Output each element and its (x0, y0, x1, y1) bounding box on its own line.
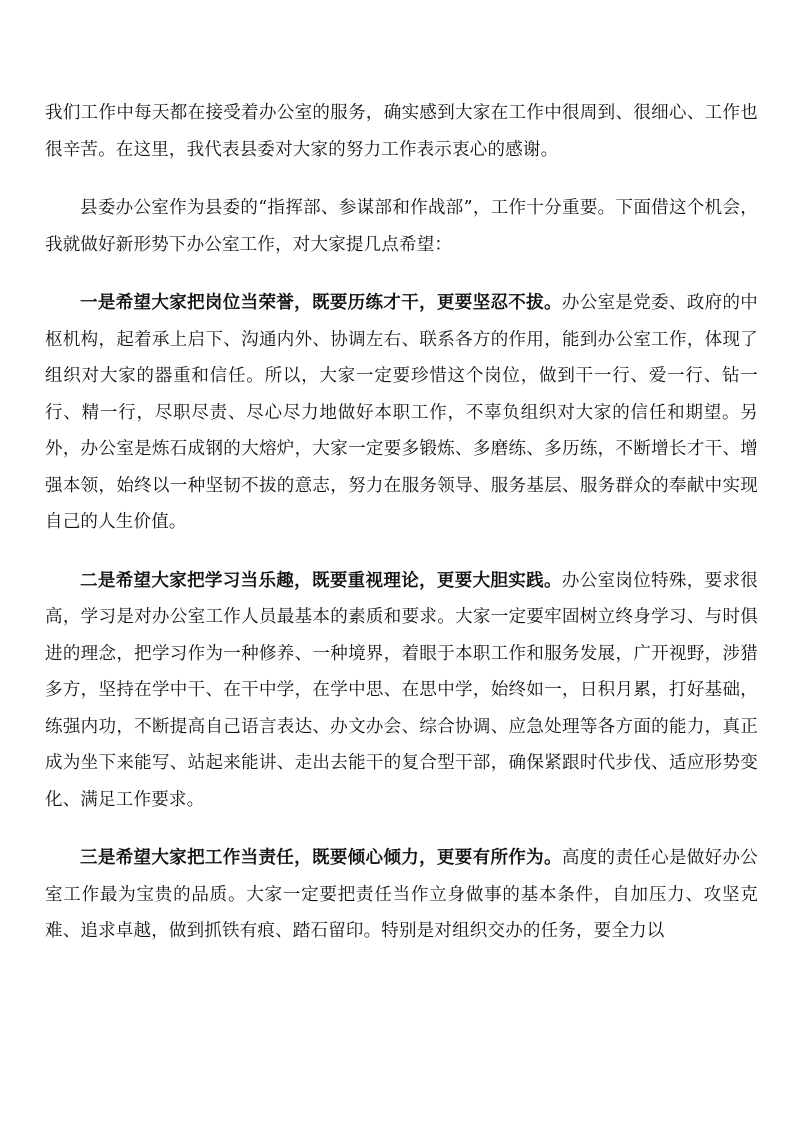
paragraph-text: 高度的责任心是做好办公室工作最为宝贵的品质。大家一定要把责任当作立身做事的基本条件，自加压力、攻坚克难、追求卓越，做到抓铁有痕、踏石留印。特别是对组织交办的任务，要全力以 (45, 848, 758, 941)
document-page (45, 95, 758, 972)
paragraph-lead: 二是希望大家把学习当乐趣，既要重视理论，更要大胆实践。 (80, 570, 562, 591)
paragraph-4 (45, 563, 758, 819)
paragraph-text: 办公室岗位特殊，要求很高，学习是对办公室工作人员最基本的素质和要求。大家一定要牢固树立终身学习、与时俱进的理念，把学习作为一种修养、一种境界，着眼于本职工作和服务发展，广开视野，涉猎多方，坚持在学中干、在干中学，在学中思、在思中学，始终如一，日积月累，打好基础，练强内功，不断提高自己语言表达、办文办会、综合协调、应急处理等各方面的能力，真正成为坐下来能写、站起来能讲、走出去能干的复合型干部，确保紧跟时代步伐、适应形势变化、满足工作要求。 (45, 570, 758, 810)
paragraph-lead: 一是希望大家把岗位当荣誉，既要历练才干，更要坚忍不拔。 (80, 293, 562, 313)
paragraph-text: 县委办公室作为县委的“指挥部、参谋部和作战部”，工作十分重要。下面借这个机会，我就做好新形势下办公室工作，对大家提几点希望： (45, 198, 758, 255)
paragraph-lead: 三是希望大家把工作当责任，既要倾心倾力，更要有所作为。 (80, 848, 562, 868)
paragraph-1 (45, 95, 758, 168)
paragraph-3 (45, 285, 758, 541)
paragraph-5 (45, 840, 758, 950)
paragraph-2 (45, 190, 758, 263)
paragraph-text: 办公室是党委、政府的中枢机构，起着承上启下、沟通内外、协调左右、联系各方的作用，能到办公室工作，体现了组织对大家的器重和信任。所以，大家一定要珍惜这个岗位，做到干一行、爱一行、钻一行、精一行，尽职尽责、尽心尽力地做好本职工作，不辜负组织对大家的信任和期望。另外，办公室是炼石成钢的大熔炉，大家一定要多锻炼、多磨练、多历练，不断增长才干、增强本领，始终以一种坚韧不拔的意志，努力在服务领导、服务基层、服务群众的奉献中实现自己的人生价值。 (45, 293, 758, 532)
paragraph-text: 我们工作中每天都在接受着办公室的服务，确实感到大家在工作中很周到、很细心、工作也很辛苦。在这里，我代表县委对大家的努力工作表示衷心的感谢。 (45, 103, 758, 160)
